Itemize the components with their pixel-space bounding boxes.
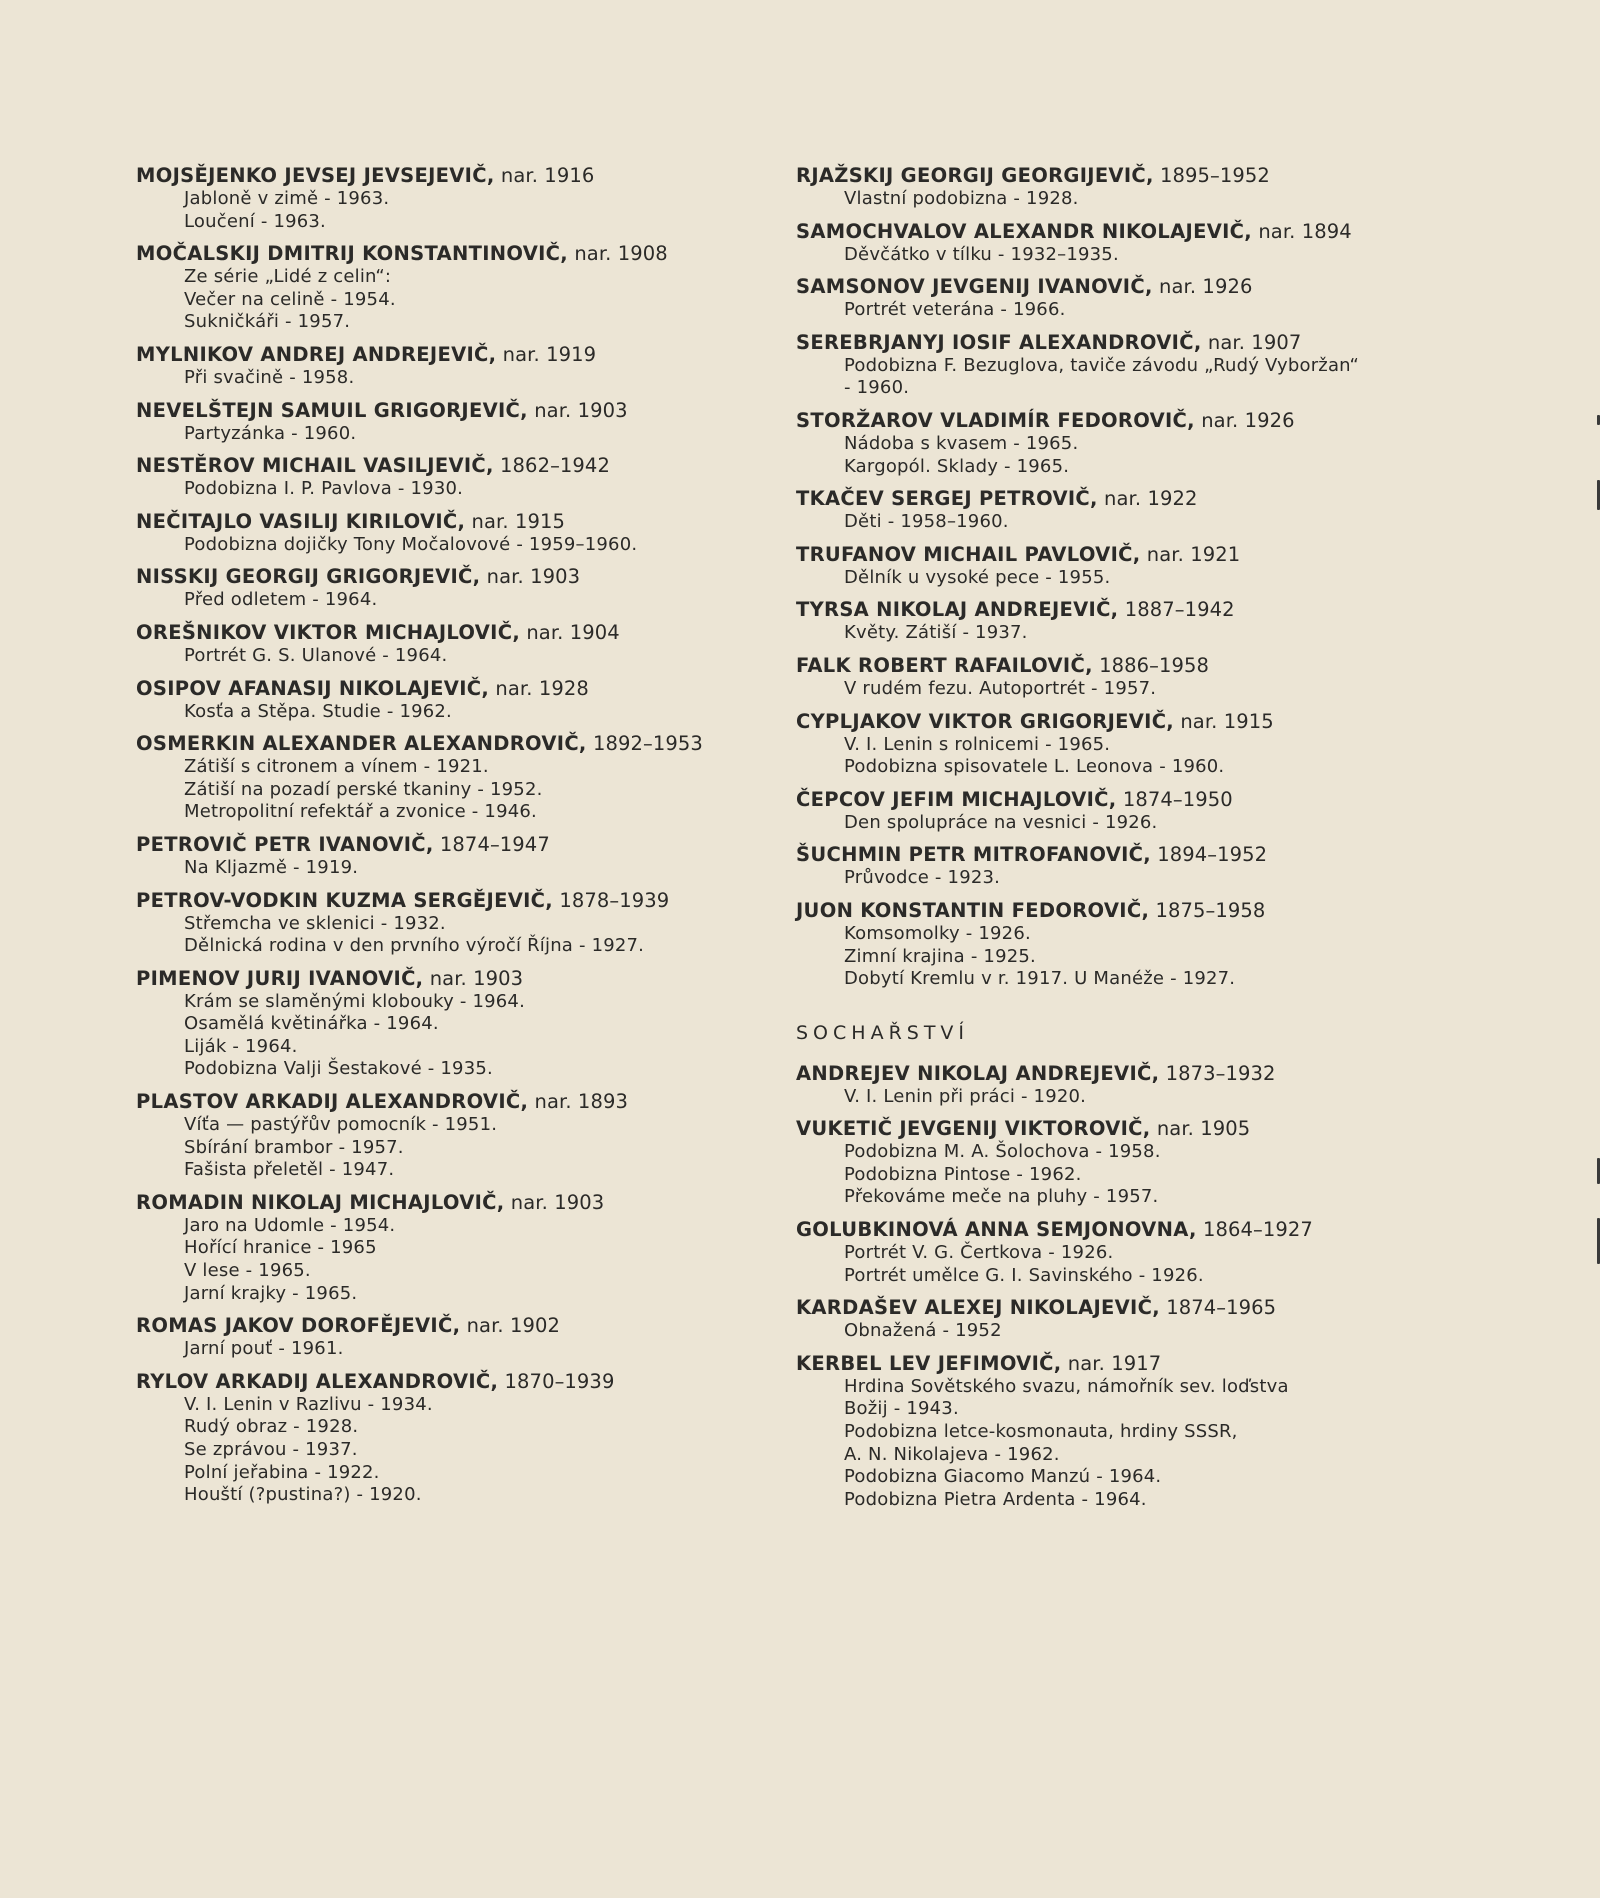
works-list — [136, 913, 776, 958]
artist-dates: 1874–1947 — [439, 832, 550, 856]
works-list — [796, 1141, 1446, 1209]
work-title: Podobizna letce-kosmonauta, hrdiny SSSR, — [844, 1421, 1238, 1443]
works-list — [136, 1114, 776, 1182]
work-title: V. I. Lenin s rolnicemi - 1965. — [844, 733, 1111, 755]
artist-name: MYLNIKOV ANDREJ ANDREJEVIČ, — [136, 342, 497, 366]
artist-heading — [136, 677, 776, 701]
artist-entry — [136, 343, 776, 390]
artist-name: NEČITAJLO VASILIJ KIRILOVIČ, — [136, 509, 466, 533]
artist-name: SAMOCHVALOV ALEXANDR NIKOLAJEVIČ, — [796, 219, 1252, 243]
artist-dates: nar. 1905 — [1156, 1117, 1251, 1141]
artist-name: TKAČEV SERGEJ PETROVIČ, — [796, 487, 1098, 511]
work-title: Jarní pouť - 1961. — [184, 1338, 344, 1360]
section-heading: SOCHAŘSTVÍ — [796, 1021, 970, 1044]
artist-heading — [796, 409, 1446, 433]
artist-entry — [796, 1296, 1446, 1343]
work-title: Hrdina Sovětského svazu, námořník sev. loďstva — [844, 1375, 1289, 1397]
work-title: Víťa — pastýřův pomocník - 1951. — [184, 1114, 498, 1136]
artist-entry — [136, 732, 776, 824]
artist-name: NISSKIJ GEORGIJ GRIGORJEVIČ, — [136, 565, 481, 589]
work-title: Portrét veterána - 1966. — [844, 299, 1066, 321]
work-title: V. I. Lenin v Razlivu - 1934. — [184, 1393, 433, 1415]
artist-heading — [136, 242, 776, 266]
artist-name: PETROVIČ PETR IVANOVIČ, — [136, 832, 434, 856]
work-title: Podobizna dojičky Tony Močalovové - 1959–1960. — [184, 533, 638, 555]
artist-dates: nar. 1908 — [574, 242, 668, 266]
artist-name: OREŠNIKOV VIKTOR MICHAJLOVIČ, — [136, 620, 521, 644]
work-title: Den spolupráce na vesnici - 1926. — [844, 811, 1158, 833]
artist-heading — [136, 1314, 776, 1338]
artist-name: GOLUBKINOVÁ ANNA SEMJONOVNA, — [796, 1218, 1197, 1242]
works-list — [796, 734, 1446, 779]
artist-name: NESTĚROV MICHAIL VASILJEVIČ, — [136, 454, 494, 478]
work-title: Obnažená - 1952 — [844, 1320, 1002, 1342]
artist-heading — [136, 833, 776, 857]
artist-name: SEREBRJANYJ IOSIF ALEXANDROVIČ, — [796, 330, 1202, 354]
artist-dates: 1874–1965 — [1166, 1296, 1277, 1320]
work-title: Podobizna I. P. Pavlova - 1930. — [184, 478, 464, 500]
works-list — [796, 299, 1446, 322]
work-title: Partyzánka - 1960. — [184, 422, 357, 444]
artist-entry — [796, 275, 1446, 322]
artist-entry — [796, 220, 1446, 267]
work-title: Liják - 1964. — [184, 1035, 298, 1057]
artist-heading — [796, 598, 1446, 622]
artist-heading — [796, 220, 1446, 244]
artist-heading — [796, 331, 1446, 355]
artist-dates: 1862–1942 — [500, 454, 610, 478]
artist-dates: nar. 1904 — [526, 620, 620, 644]
work-title: Ze série „Lidé z celin“: — [184, 266, 392, 288]
artist-heading — [136, 732, 776, 756]
work-title: Vlastní podobizna - 1928. — [844, 188, 1079, 209]
artist-entry — [136, 1191, 776, 1305]
artist-dates: nar. 1903 — [534, 398, 628, 422]
right-column — [796, 164, 1446, 1520]
work-title: Polní jeřabina - 1922. — [184, 1461, 380, 1483]
works-list — [796, 355, 1446, 400]
works-list — [136, 478, 776, 501]
artist-dates: nar. 1915 — [471, 509, 565, 533]
artist-heading — [136, 1370, 776, 1394]
work-title: Střemcha ve sklenici - 1932. — [184, 912, 446, 934]
artist-name: OSIPOV AFANASIJ NIKOLAJEVIČ, — [136, 676, 490, 700]
artist-heading — [136, 510, 776, 534]
works-list — [136, 1394, 776, 1507]
artist-heading — [796, 843, 1446, 867]
artist-heading — [136, 565, 776, 589]
artist-dates: 1870–1939 — [504, 1369, 615, 1393]
works-list — [796, 867, 1446, 890]
work-title: Se zprávou - 1937. — [184, 1439, 358, 1460]
works-list — [136, 1215, 776, 1305]
work-title: A. N. Nikolajeva - 1962. — [844, 1443, 1060, 1465]
artist-heading — [796, 1352, 1446, 1376]
artist-name: ŠUCHMIN PETR MITROFANOVIČ, — [796, 843, 1151, 867]
work-title: Jabloně v zimě - 1963. — [184, 188, 390, 209]
work-title: Hořící hranice - 1965 — [184, 1237, 377, 1259]
work-title: Sukničkáři - 1957. — [184, 311, 351, 333]
work-title: Dělnická rodina v den prvního výročí Října - 1927. — [184, 935, 645, 957]
works-list — [136, 756, 776, 824]
artist-heading — [796, 1296, 1446, 1320]
artist-entry — [796, 1117, 1446, 1209]
artist-entry — [136, 833, 776, 880]
work-title: Průvodce - 1923. — [844, 867, 1001, 889]
artist-name: JUON KONSTANTIN FEDOROVIČ, — [796, 898, 1150, 922]
work-title: Podobizna F. Bezuglova, taviče závodu „Rudý Vyboržan“ — [844, 354, 1359, 376]
artist-heading — [796, 487, 1446, 511]
artist-entry — [136, 164, 776, 233]
works-list — [136, 534, 776, 557]
left-column — [136, 164, 776, 1516]
artist-dates: 1878–1939 — [559, 888, 670, 912]
work-title: Při svačině - 1958. — [184, 366, 355, 388]
works-list — [796, 1242, 1446, 1287]
artist-name: STORŽAROV VLADIMÍR FEDOROVIČ, — [796, 408, 1195, 432]
artist-dates: 1875–1958 — [1155, 898, 1266, 922]
work-title: Kargopól. Sklady - 1965. — [844, 455, 1070, 477]
artist-dates: nar. 1926 — [1159, 275, 1253, 299]
work-title: Fašista přeletěl - 1947. — [184, 1159, 395, 1181]
work-title: Podobizna spisovatele L. Leonova - 1960. — [844, 756, 1225, 778]
works-list — [136, 991, 776, 1081]
artist-entry — [796, 788, 1446, 835]
artist-heading — [136, 621, 776, 645]
artist-dates: 1894–1952 — [1157, 843, 1268, 867]
work-title: Rudý obraz - 1928. — [184, 1416, 359, 1438]
work-title: Večer na celině - 1954. — [184, 288, 396, 310]
work-title: Zimní krajina - 1925. — [844, 945, 1036, 967]
artist-dates: 1895–1952 — [1160, 164, 1270, 187]
artist-dates: nar. 1926 — [1201, 408, 1295, 432]
artist-name: MOJSĚJENKO JEVSEJ JEVSEJEVIČ, — [136, 164, 495, 187]
artist-heading — [136, 343, 776, 367]
artist-name: MOČALSKIJ DMITRIJ KONSTANTINOVIČ, — [136, 242, 568, 266]
artist-heading — [796, 899, 1446, 923]
sculpture-entries — [796, 1062, 1446, 1512]
artist-heading — [136, 889, 776, 913]
artist-entry — [136, 242, 776, 334]
artist-entry — [796, 1352, 1446, 1512]
artist-heading — [796, 1117, 1446, 1141]
artist-dates: 1887–1942 — [1124, 598, 1235, 622]
artist-dates: nar. 1928 — [495, 676, 589, 700]
work-title: Před odletem - 1964. — [184, 589, 378, 611]
work-title: Podobizna M. A. Šolochova - 1958. — [844, 1141, 1161, 1163]
works-list — [796, 433, 1446, 478]
artist-name: OSMERKIN ALEXANDER ALEXANDROVIČ, — [136, 732, 587, 756]
artist-name: ROMAS JAKOV DOROFĚJEVIČ, — [136, 1314, 461, 1338]
artist-entry — [796, 1062, 1446, 1109]
work-title: Na Kljazmě - 1919. — [184, 856, 359, 878]
artist-dates: 1886–1958 — [1099, 653, 1210, 677]
artist-name: TYRSA NIKOLAJ ANDREJEVIČ, — [796, 598, 1119, 622]
works-list — [796, 812, 1446, 835]
work-title: Dobytí Kremlu v r. 1917. U Manéže - 1927. — [844, 968, 1236, 990]
artist-heading — [796, 275, 1446, 299]
artist-dates: 1892–1953 — [592, 732, 703, 756]
works-list — [136, 423, 776, 446]
work-title: Květy. Zátiší - 1937. — [844, 622, 1028, 644]
works-list — [796, 1086, 1446, 1109]
works-list — [796, 923, 1446, 991]
artist-dates: 1874–1950 — [1122, 787, 1233, 811]
work-title: Loučení - 1963. — [184, 210, 326, 232]
work-title: Krám se slaměnými klobouky - 1964. — [184, 990, 525, 1012]
works-list — [796, 511, 1446, 534]
works-list — [796, 244, 1446, 267]
artist-heading — [796, 1062, 1446, 1086]
artist-name: KERBEL LEV JEFIMOVIČ, — [796, 1351, 1062, 1375]
artist-entry — [136, 1090, 776, 1182]
artist-entry — [796, 331, 1446, 400]
artist-name: KARDAŠEV ALEXEJ NIKOLAJEVIČ, — [796, 1296, 1160, 1320]
artist-entry — [136, 510, 776, 557]
artist-dates: nar. 1903 — [510, 1190, 605, 1214]
works-list — [136, 589, 776, 612]
artist-entry — [136, 889, 776, 958]
artist-heading — [136, 399, 776, 423]
artist-dates: nar. 1893 — [534, 1090, 628, 1114]
artist-dates: nar. 1903 — [486, 565, 581, 589]
artist-name: RYLOV ARKADIJ ALEXANDROVIČ, — [136, 1369, 499, 1393]
artist-entry — [136, 399, 776, 446]
artist-entry — [136, 1314, 776, 1361]
artist-dates: nar. 1917 — [1067, 1351, 1162, 1375]
artist-entry — [796, 1218, 1446, 1287]
work-title: Podobizna Valji Šestakové - 1935. — [184, 1058, 493, 1080]
artist-heading — [796, 1218, 1446, 1242]
work-title: Komsomolky - 1926. — [844, 922, 1031, 944]
work-title: Děti - 1958–1960. — [844, 511, 1009, 533]
works-list — [136, 1338, 776, 1361]
artist-entry — [136, 621, 776, 668]
work-title: Božij - 1943. — [844, 1398, 959, 1420]
artist-name: NEVELŠTEJN SAMUIL GRIGORJEVIČ, — [136, 398, 528, 422]
works-list — [136, 701, 776, 724]
work-title: Podobizna Pintose - 1962. — [844, 1163, 1082, 1185]
artist-name: PIMENOV JURIJ IVANOVIČ, — [136, 966, 424, 990]
works-list — [136, 645, 776, 668]
artist-name: CYPLJAKOV VIKTOR GRIGORJEVIČ, — [796, 709, 1175, 733]
work-title: Dělník u vysoké pece - 1955. — [844, 566, 1111, 588]
work-title: - 1960. — [844, 377, 910, 399]
work-title: Portrét umělce G. I. Savinského - 1926. — [844, 1264, 1204, 1286]
artist-heading — [796, 710, 1446, 734]
artist-dates: nar. 1922 — [1104, 487, 1198, 511]
artist-dates: 1864–1927 — [1202, 1218, 1313, 1242]
artist-heading — [796, 654, 1446, 678]
works-list — [796, 567, 1446, 590]
work-title: Zátiší s citronem a vínem - 1921. — [184, 756, 489, 778]
artist-dates: nar. 1919 — [502, 342, 597, 366]
artist-dates: nar. 1902 — [466, 1314, 561, 1338]
artist-entry — [136, 1370, 776, 1507]
works-list — [796, 678, 1446, 701]
artist-entry — [136, 565, 776, 612]
works-list — [136, 188, 776, 233]
work-title: Zátiší na pozadí perské tkaniny - 1952. — [184, 778, 543, 800]
artist-name: TRUFANOV MICHAIL PAVLOVIČ, — [796, 542, 1141, 566]
work-title: Metropolitní refektář a zvonice - 1946. — [184, 801, 537, 823]
artist-heading — [136, 164, 776, 188]
work-title: Osamělá květinářka - 1964. — [184, 1013, 439, 1035]
artist-dates: nar. 1916 — [500, 164, 595, 187]
artist-entry — [136, 454, 776, 501]
artist-entry — [796, 164, 1446, 211]
works-list — [796, 622, 1446, 645]
painting-entries — [796, 164, 1446, 991]
artist-heading — [796, 164, 1446, 188]
artist-entry — [796, 487, 1446, 534]
works-list — [136, 857, 776, 880]
work-title: Nádoba s kvasem - 1965. — [844, 432, 1079, 454]
artist-name: FALK ROBERT RAFAILOVIČ, — [796, 653, 1093, 677]
artist-entry — [796, 598, 1446, 645]
artist-heading — [136, 1090, 776, 1114]
artist-name: PETROV-VODKIN KUZMA SERGĚJEVIČ, — [136, 888, 553, 912]
work-title: Sbírání brambor - 1957. — [184, 1136, 404, 1158]
works-list — [136, 367, 776, 390]
artist-heading — [136, 967, 776, 991]
work-title: Jarní krajky - 1965. — [184, 1282, 358, 1304]
work-title: V. I. Lenin při práci - 1920. — [844, 1085, 1087, 1107]
works-list — [796, 188, 1446, 211]
artist-entry — [796, 654, 1446, 701]
artist-name: VUKETIČ JEVGENIJ VIKTOROVIČ, — [796, 1117, 1151, 1141]
works-list — [136, 266, 776, 334]
work-title: Překováme meče na pluhy - 1957. — [844, 1186, 1159, 1208]
work-title: Kosťa a Stěpa. Studie - 1962. — [184, 700, 452, 722]
work-title: Děvčátko v tílku - 1932–1935. — [844, 243, 1119, 265]
artist-name: SAMSONOV JEVGENIJ IVANOVIČ, — [796, 275, 1153, 299]
work-title: Portrét V. G. Čertkova - 1926. — [844, 1242, 1114, 1264]
artist-dates: nar. 1907 — [1207, 330, 1302, 354]
artist-dates: nar. 1903 — [429, 966, 524, 990]
works-list — [796, 1376, 1446, 1512]
artist-dates: nar. 1894 — [1258, 219, 1352, 243]
work-title: Houští (?pustina?) - 1920. — [184, 1484, 422, 1506]
artist-entry — [136, 677, 776, 724]
artist-heading — [796, 788, 1446, 812]
work-title: Jaro na Udomle - 1954. — [184, 1214, 396, 1236]
artist-entry — [796, 543, 1446, 590]
artist-name: ANDREJEV NIKOLAJ ANDREJEVIČ, — [796, 1061, 1160, 1085]
artist-name: ROMADIN NIKOLAJ MICHAJLOVIČ, — [136, 1190, 505, 1214]
work-title: Podobizna Pietra Ardenta - 1964. — [844, 1488, 1147, 1510]
artist-heading — [136, 454, 776, 478]
work-title: Portrét G. S. Ulanové - 1964. — [184, 644, 448, 666]
artist-heading — [136, 1191, 776, 1215]
artist-name: ČEPCOV JEFIM MICHAJLOVIČ, — [796, 787, 1117, 811]
artist-dates: 1873–1932 — [1165, 1061, 1276, 1085]
work-title: V rudém fezu. Autoportrét - 1957. — [844, 677, 1157, 699]
artist-entry — [796, 710, 1446, 779]
work-title: V lese - 1965. — [184, 1260, 311, 1282]
works-list — [796, 1320, 1446, 1343]
artist-name: PLASTOV ARKADIJ ALEXANDROVIČ, — [136, 1090, 529, 1114]
artist-name: RJAŽSKIJ GEORGIJ GEORGIJEVIČ, — [796, 164, 1154, 187]
artist-entry — [796, 899, 1446, 991]
artist-entry — [796, 409, 1446, 478]
artist-heading — [796, 543, 1446, 567]
artist-entry — [136, 967, 776, 1081]
artist-dates: nar. 1915 — [1180, 709, 1274, 733]
artist-dates: nar. 1921 — [1146, 542, 1241, 566]
artist-entry — [796, 843, 1446, 890]
work-title: Podobizna Giacomo Manzú - 1964. — [844, 1466, 1162, 1488]
